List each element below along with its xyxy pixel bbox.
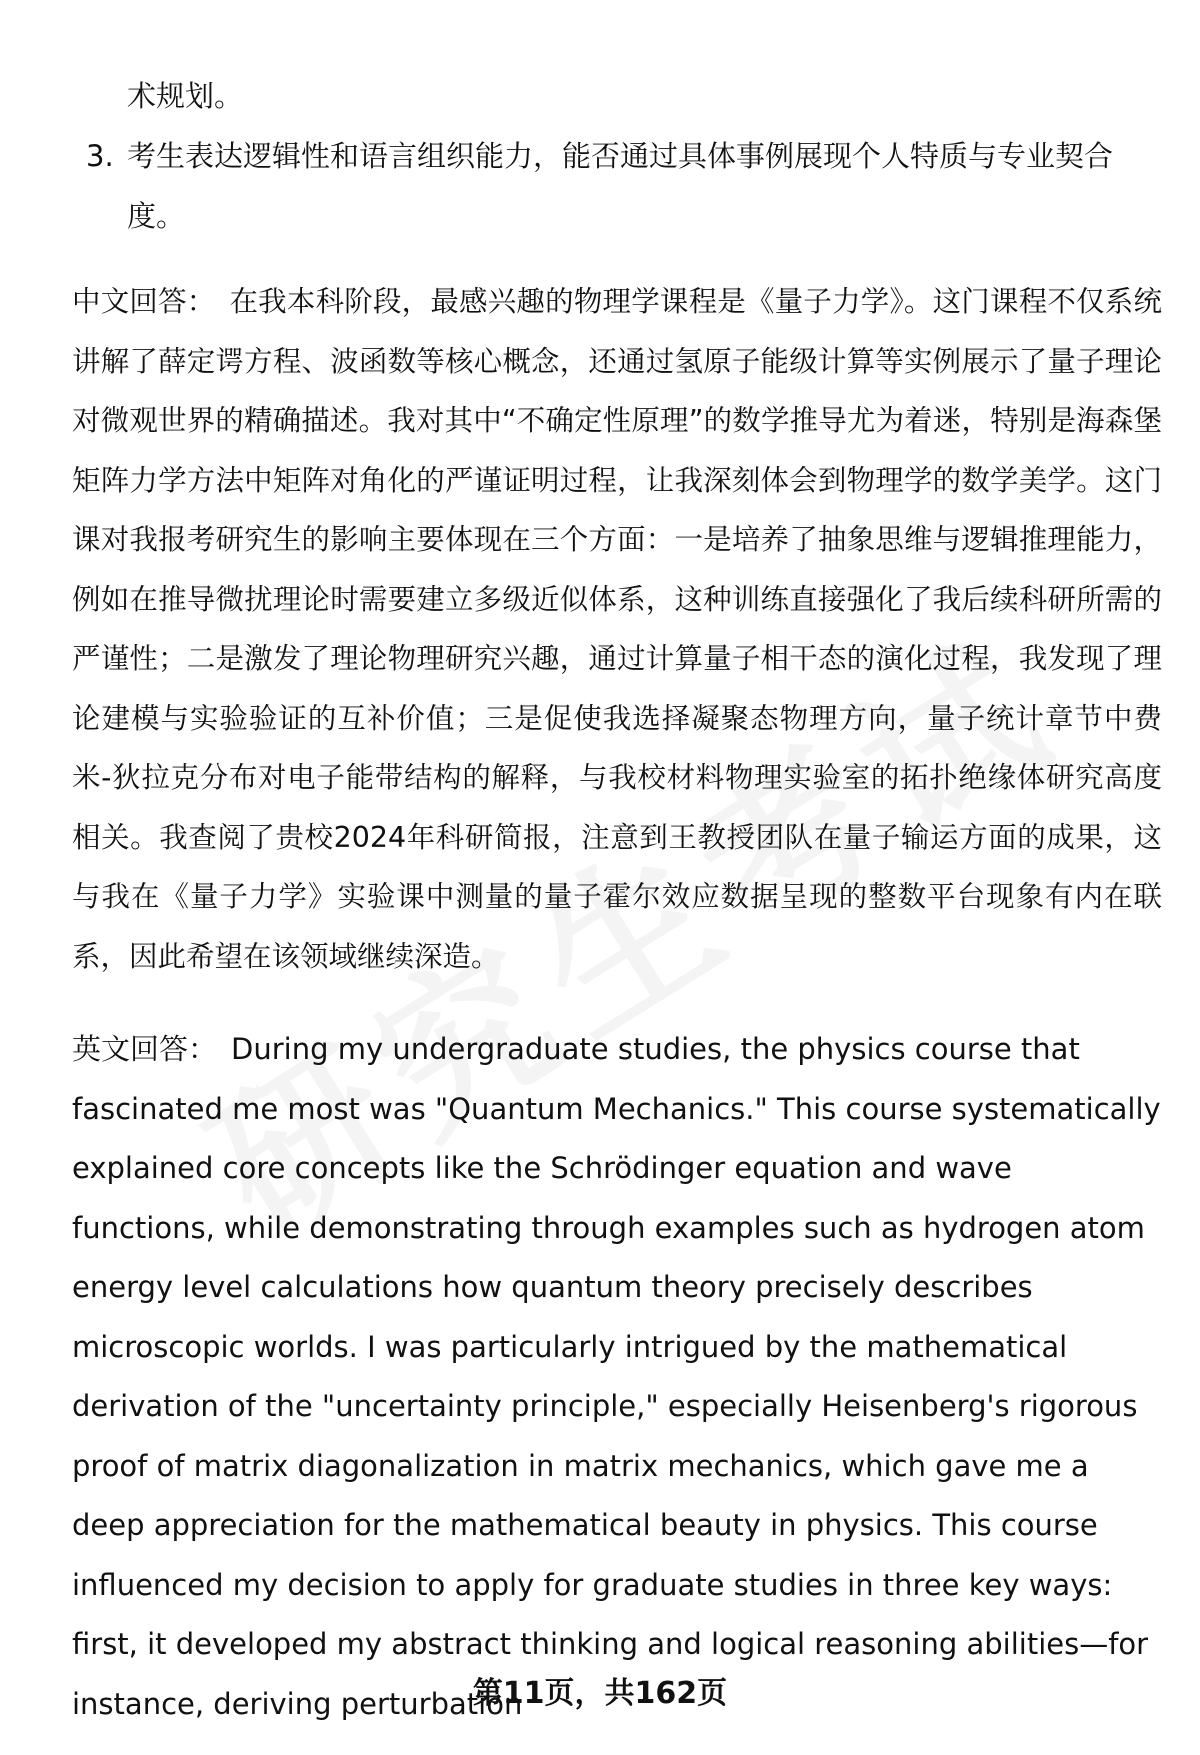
chinese-answer-paragraph	[72, 272, 1162, 986]
english-answer-paragraph	[72, 1020, 1162, 1734]
list-item-3	[80, 126, 1160, 246]
chinese-answer-text: 在我本科阶段，最感兴趣的物理学课程是《量子力学》。这门课程不仅系统讲解了薛定谔方程、波函数等核心概念，还通过氢原子能级计算等实例展示了量子理论对微观世界的精确描述。我对其中“不确定性原理”的数学推导尤为着迷，特别是海森堡矩阵力学方法中矩阵对角化的严谨证明过程，让我深刻体会到物理学的数学美学。这门课对我报考研究生的影响主要体现在三个方面：一是培养了抽象思维与逻辑推理能力，例如在推导微扰理论时需要建立多级近似体系，这种训练直接强化了我后续科研所需的严谨性；二是激发了理论物理研究兴趣，通过计算量子相干态的演化过程，我发现了理论建模与实验验证的互补价值；三是促使我选择凝聚态物理方向，量子统计章节中费米-狄拉克分布对电子能带结构的解释，与我校材料物理实验室的拓扑绝缘体研究高度相关。我查阅了贵校2024年科研简报，注意到王教授团队在量子输运方面的成果，这与我在《量子力学》实验课中测量的量子霍尔效应数据呈现的整数平台现象有内在联系，因此希望在该领域继续深造。	[72, 285, 1162, 973]
english-answer-label: 英文回答：	[72, 1032, 218, 1066]
list-item-number: 3.	[86, 139, 114, 173]
page-number-footer: 第11页，共162页	[472, 1676, 728, 1711]
list-item-continuation: 术规划。	[127, 79, 244, 113]
english-answer-text: During my undergraduate studies, the physics course that fascinated me most was "Quantum Mechanics." This course systematically explained core concepts like the Schrödinger equation and wave functions, while demonstrating through examples such as hydrogen atom energy level calculations how quantum theory precisely describes microscopic worlds. I was particularly intrigued by the mathematical derivation of the "uncertainty principle," especially Heisenberg's rigorous proof of matrix diagonalization in matrix mechanics, which gave me a deep appreciation for the mathematical beauty in physics. This course influenced my decision to apply for graduate studies in three key ways: first, it developed my abstract thinking and logical reasoning abilities—for instance, deriving perturbation	[72, 1032, 1161, 1721]
list-item-text: 考生表达逻辑性和语言组织能力，能否通过具体事例展现个人特质与专业契合度。	[127, 139, 1114, 233]
chinese-answer-label: 中文回答：	[72, 285, 216, 318]
